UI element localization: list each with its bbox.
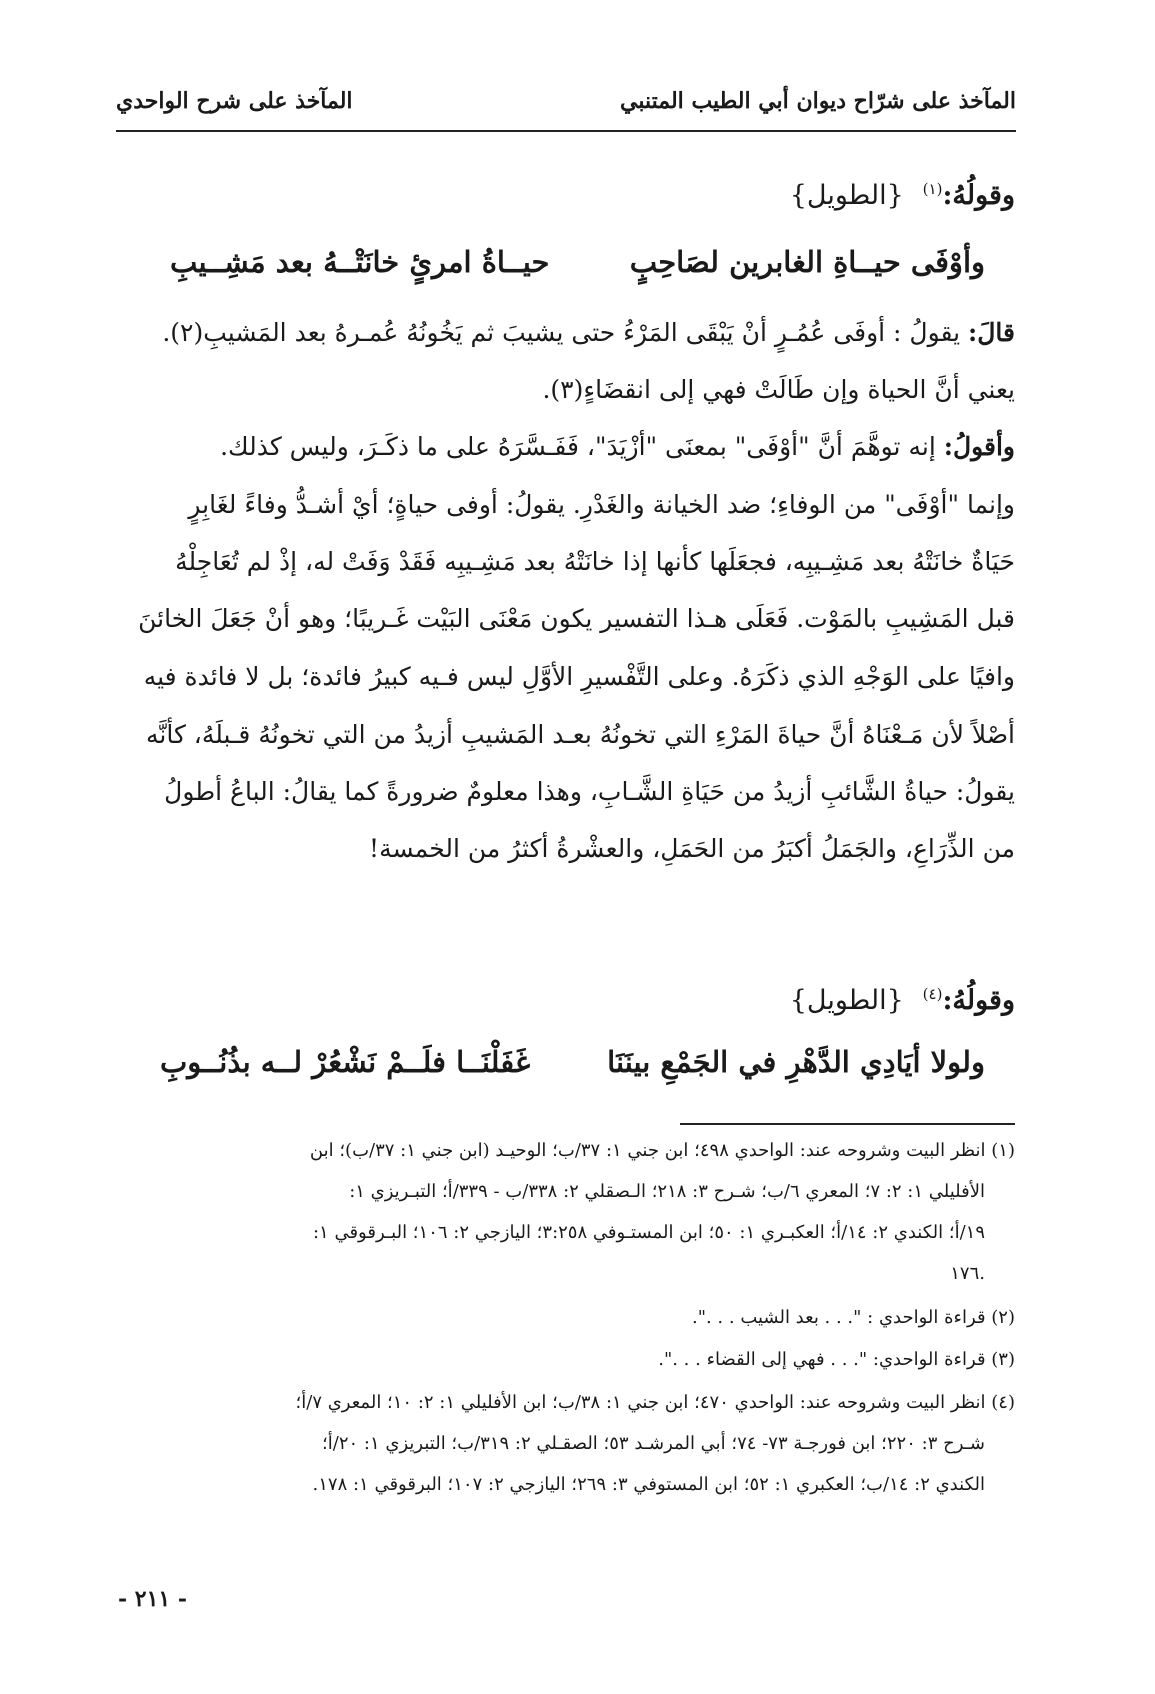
verse-second-hemistich: غَفَلْنَــا فلَــمْ نَشْعُرْ لــه بذُنُــوبِ bbox=[160, 1045, 531, 1079]
footnote-1-cont: ١٧٦. bbox=[950, 1263, 985, 1284]
paragraph-line bbox=[120, 485, 1015, 525]
verse-first-hemistich: ولولا أيَادِي الدَّهْرِ في الجَمْعِ بينَنَا bbox=[607, 1045, 985, 1079]
footnote-3: (٣) قراءة الواحدي: ". . . فهي إلى القضاء . . .". bbox=[658, 1349, 1015, 1370]
intro-word: وقولُهُ: bbox=[942, 180, 1015, 211]
section2-intro bbox=[790, 985, 1015, 1016]
paragraph-text: يقولُ: حياةُ الشَّائبِ أزيدُ من حَيَاةِ الشَّـابِ، وهذا معلومٌ ضرورةً كما يقالُ: الباعُ أطولُ bbox=[164, 777, 1015, 806]
running-header bbox=[116, 88, 1016, 128]
paragraph-line bbox=[120, 829, 1015, 869]
footnote-2: (٢) قراءة الواحدي : ". . . بعد الشيب . . .". bbox=[691, 1307, 1015, 1328]
section1-intro bbox=[790, 180, 1015, 211]
footnote-rule bbox=[680, 1123, 1015, 1125]
paragraph-lead: قالَ: bbox=[968, 318, 1015, 347]
section1-verse bbox=[170, 245, 985, 285]
paragraph-text: يقولُ : أوفَى عُمُـرٍ أنْ يَبْقَى المَرْءُ حتى يشيبَ ثم يَخُونُهُ عُمـرهُ بعد المَشيبِ(٢). bbox=[162, 318, 969, 347]
header-rule bbox=[116, 130, 1016, 132]
footnote-4-cont: شـرح ٣: ٢٢٠؛ ابن فورجـة ٧٣- ٧٤؛ أبي المرشـد ٥٣؛ الصقـلي ٢: ٣١٩/ب؛ التبريزي ١: ٢٠/أ؛ bbox=[322, 1433, 985, 1454]
meter-label: {الطويل} bbox=[789, 180, 904, 211]
paragraph-line bbox=[120, 370, 1015, 410]
paragraph-line bbox=[120, 599, 1015, 639]
paragraph-line bbox=[120, 427, 1015, 467]
paragraph-lead: وأقولُ: bbox=[943, 432, 1015, 461]
footnote-1-cont: الأفليلي ١: ٢: ٧؛ المعري ٦/ب؛ شـرح ٣: ٢١٨؛ الـصقلي ٢: ٣٣٨/ب - ٣٣٩/أ؛ التبـريزي ١: bbox=[349, 1181, 985, 1202]
paragraph-text: قبل المَشِيبِ بالمَوْت. فَعَلَى هـذا التفسير يكون مَعْنَى البَيْت غَـريبًا؛ وهو أنْ جَعَلَ الخائنَ bbox=[138, 604, 1015, 633]
footnote-ref[interactable]: (١) bbox=[922, 180, 943, 198]
paragraph-line bbox=[120, 657, 1015, 697]
header-book-title: المآخذ على شرّاح ديوان أبي الطيب المتنبي bbox=[620, 88, 1016, 114]
paragraph-text: أصْلاً لأن مَـعْنَاهُ أنَّ حياةَ المَرْءِ التي تخونُهُ بعـد المَشيبِ أزيدُ من التي تخونُهُ قـبلَهُ، كأنَّه bbox=[145, 720, 1015, 749]
paragraph-text: يعني أنَّ الحياة وإن طَالَتْ فهي إلى انقضَاءٍ(٣). bbox=[542, 375, 1015, 404]
page-number: - ٢١١ - bbox=[118, 1586, 188, 1612]
footnote-4-cont: الكندي ٢: ١٤/ب؛ العكبري ١: ٥٢؛ ابن المستوفي ٣: ٢٦٩؛ اليازجي ٢: ١٠٧؛ البرقوقي ١: ١٧٨. bbox=[312, 1474, 985, 1495]
paragraph-text: حَيَاةٌ خانَتْهُ بعد مَشِـيبِه، فجعَلَها كأنها إذا خانَتْهُ بعد مَشِـيبِه فَقَدْ وَفَتْ له، إذْ لم تُعَاجِلْهُ bbox=[175, 547, 1015, 576]
section2-verse bbox=[160, 1045, 985, 1085]
footnote-1-cont: ١٩/أ؛ الكندي ٢: ١٤/أ؛ العكبـري ١: ٥٠؛ ابن المستـوفي ٣:٢٥٨؛ اليازجي ٢: ١٠٦؛ البـرقوقي ١: bbox=[312, 1222, 985, 1243]
paragraph-text: وافيًا على الوَجْهِ الذي ذكَرَهُ. وعلى التَّفْسيرِ الأوَّلِ ليس فـيه كبيرُ فائدة؛ بل لا فائدة فيه bbox=[143, 662, 1015, 691]
paragraph-line bbox=[120, 772, 1015, 812]
paragraph-text: من الذِّرَاعِ، والجَمَلُ أكبَرُ من الحَمَلِ، والعشْرةُ أكثرُ من الخمسة! bbox=[369, 834, 1015, 863]
verse-second-hemistich: حيــاةُ امرئٍ خانَتْــهُ بعد مَشِــيبِ bbox=[170, 245, 550, 279]
paragraph-line bbox=[120, 715, 1015, 755]
footnote-ref[interactable]: (٤) bbox=[922, 985, 943, 1003]
intro-word: وقولُهُ: bbox=[942, 985, 1015, 1016]
meter-label: {الطويل} bbox=[789, 985, 904, 1016]
paragraph-line bbox=[120, 542, 1015, 582]
paragraph-line bbox=[120, 313, 1015, 353]
paragraph-text: وإنما "أوْفَى" من الوفاءِ؛ ضد الخيانة والغَدْرِ. يقولُ: أوفى حياةٍ؛ أيْ أشـدُّ وفاءً لغَابِرٍ bbox=[188, 490, 1015, 519]
verse-first-hemistich: وأوْفَى حيــاةِ الغابرين لصَاحِبٍ bbox=[629, 245, 985, 279]
footnote-1: (١) انظر البيت وشروحه عند: الواحدي ٤٩٨؛ ابن جني ١: ٣٧/ب؛ الوحيـد (ابن جني ١: ٣٧/ب)؛ ابن bbox=[309, 1140, 1015, 1161]
paragraph-text: إنه توهَّمَ أنَّ "أوْفَى" بمعنَى "أزْيَدَ"، فَفَـسَّرَهُ على ما ذكَـرَ، وليس كذلك. bbox=[220, 432, 944, 461]
header-chapter-title: المآخذ على شرح الواحدي bbox=[116, 88, 353, 114]
footnote-4: (٤) انظر البيت وشروحه عند: الواحدي ٤٧٠؛ ابن جني ١: ٣٨/ب؛ ابن الأفليلي ١: ٢: ١٠؛ المعري ٧/أ؛ bbox=[295, 1392, 1015, 1413]
